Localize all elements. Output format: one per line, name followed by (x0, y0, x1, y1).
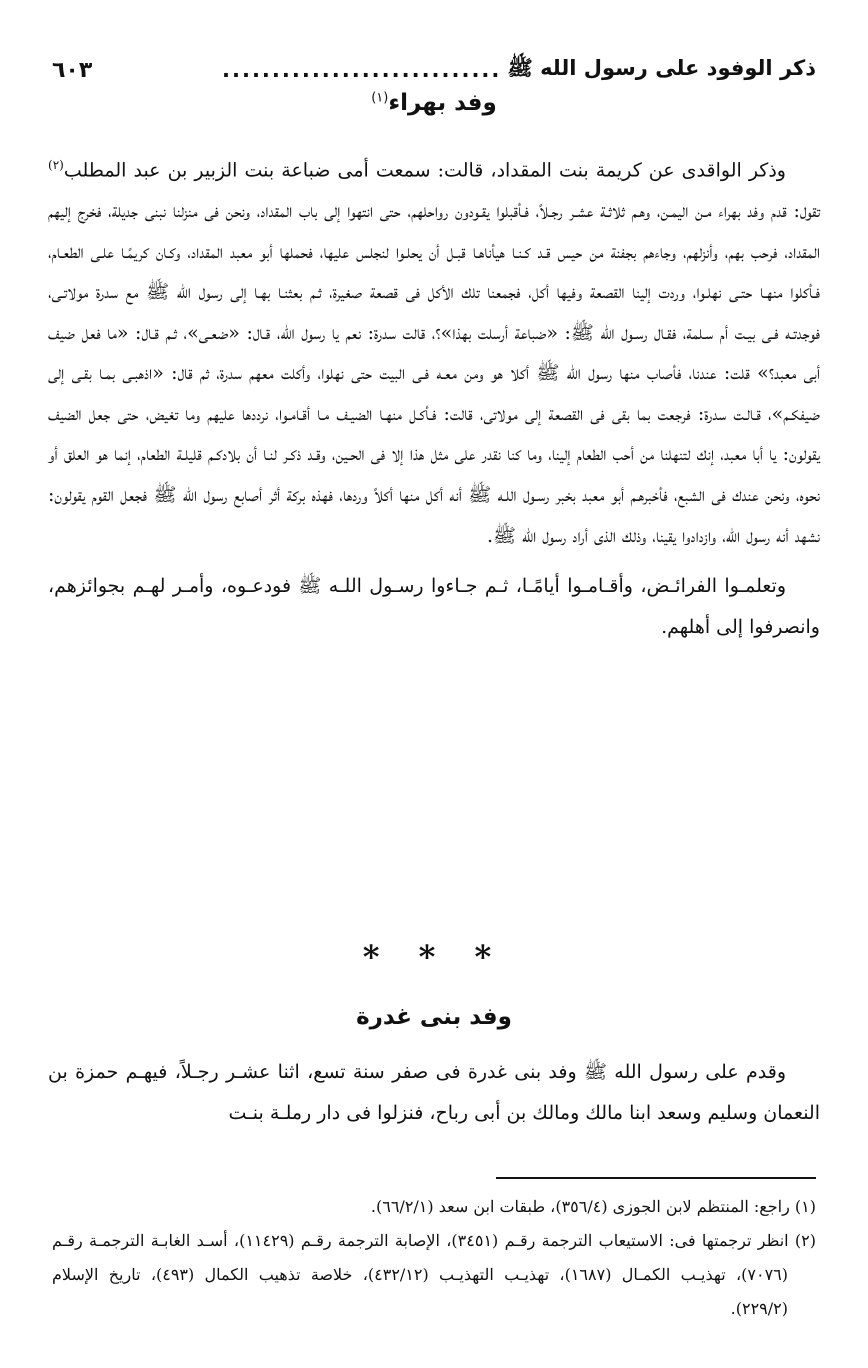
section-body-banu-ghadra (48, 1052, 820, 1133)
running-header (52, 50, 816, 90)
leader-dots: ............................ (222, 58, 502, 82)
footnote-ref-1: (١) (371, 90, 389, 106)
section-body-bahra (48, 145, 820, 647)
paragraph-2: وتعلمـوا الفرائـض، وأقـامـوا أيامًـا، ثـم جـاءوا رسـول اللـه ﷺ فودعـوه، وأمـر لهـم بجوائزهم، وانصرفوا إلى أهلهم. (48, 575, 820, 638)
section-title-bahra (0, 90, 868, 116)
section-title-banu-ghadra: وفد بنى غدرة (356, 1004, 512, 1030)
page-number: ٦٠٣ (52, 57, 93, 83)
footnote-1: (١) راجع: المنتظم لابن الجوزى (٣٥٦/٤)، طبقات ابن سعد (٦٦/٢/١). (370, 1197, 816, 1216)
paragraph-1 (48, 145, 820, 556)
paragraph-1-part-a: وذكر الواقدى عن كريمة بنت المقداد، قالت: سمعت أمى ضباعة بنت الزبير بن عبد المطلب (63, 159, 786, 182)
footnote-ref-2: (٢) (48, 158, 64, 172)
paragraph-1-part-b: تقول: قدم وفد بهراء مـن اليمـن، وهـم ثلاثـة عشـر رجـلاً، فـأقبلوا يقـودون رواحلهم، حتى انتهوا إلى باب المقداد، ونحن فى منزلنا نبنى جديلة، فخرج إليهم المقداد، فرحب بهم، وأنزلهم، وجاءهم بجفنة من حيس قـد كـنـا هيأناهـا قبـل أن يحلـوا لنجلس عليها، فحملها أبو معبد المقداد، وكـان كريمًـا علـى الطعـام، فـأكلوا منهـا حتـى نهلـوا، وردت إلينا القصعة وفيها أكل، فجمعنا تلك الأكل فى قصعة صغيرة، ثـم بعثنـا بهـا إلى رسول الله ﷺ مع سدرة مولاتـى، فوجدتـه فـى بيـت أم سـلمة، فقـال رسـول الله ﷺ: «ضباعة أرسلت بهذا»؟، قالت سدرة: نعم يا رسول الله، قـال: «ضعـى»، ثـم قـال: «ما فعل ضيف أبى معبد؟» قلت: عندنا، فأصاب منها رسول الله ﷺ أكلا هو ومن معـه فـى البيت حتى نهلوا، وأكلت معهم سدرة، ثم قال: «اذهبـى بمـا بقـى إلى ضيفكـم»، قـالـت سدرة: فرجعت بما بقى فى القصعة إلى مولاتى، قالت: فـأكـل منهـا الضيـف مـا أقـامـوا، نرددها عليهم وما تغيض، حتى جعل الضيف يقولون: يا أبا معبد، إنك لتنهلنا من أحب الطعام إلينا، وما كنا نقدر على مثل هذا إلا فى الحـين، وقـد ذكـر لنـا أن بلادكـم قليلـة الطعام، إنما هو العلق أو نحوه، ونحن عندك فى الشبع، فأخبرهـم أبو معبد بخبر رسـول اللـه ﷺ أنه أكل منها أكلاً وردها، فهذه بركة أثر أصابع رسول الله ﷺ فجعل القوم يقولون: نشهد أنه رسول الله، وازدادوا يقينا، وذلك الذى أراد رسول الله ﷺ. (48, 199, 820, 547)
section-title-text: وفد بهراء (388, 90, 497, 116)
paragraph-3: وقدم على رسول الله ﷺ وفد بنى غدرة فى صفر سنة تسع، اثنا عشـر رجـلاً، فيهـم حمزة بن النعمان وسليم وسعد ابنا مالك ومالك بن أبى رباح، فنزلوا فى دار رملـة بنـت (48, 1061, 820, 1124)
chapter-title: ذكر الوفود على رسول الله ﷺ (507, 55, 816, 80)
footnotes (52, 1190, 816, 1326)
footnote-divider (496, 1177, 816, 1179)
section-separator: * * * (362, 938, 506, 976)
footnote-2: (٢) انظر ترجمتها فى: الاستيعاب الترجمة رقـم (٣٤٥١)، الإصابة الترجمة رقـم (١١٤٢٩)، أسـد الغابـة الترجمـة رقـم (٧٠٧٦)، تهذيـب الكمـال (١٦٨٧)، تهذيـب التهذيـب (٤٣٢/١٢)، خلاصة تذهيب الكمال (٤٩٣)، تاريخ الإسلام (٢٢٩/٢). (52, 1231, 816, 1318)
